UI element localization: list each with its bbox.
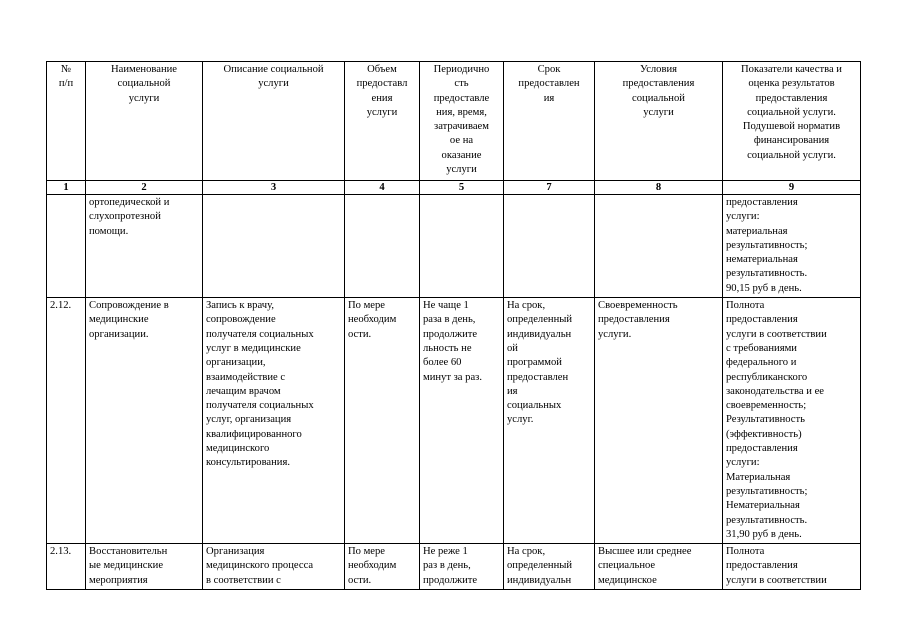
service-description: Организация медицинского процесса в соответствии с — [203, 544, 345, 590]
service-term — [504, 195, 595, 298]
column-number: 5 — [420, 181, 504, 195]
service-quality: предоставления услуги: материальная результативность; нематериальная результативность. 90,15 руб в день. — [723, 195, 861, 298]
service-description: Запись к врачу, сопровождение получателя социальных услуг в медицинские организации, взаимодействие с лечащим врачом получателя социальных услуг, организация квалифицированного медицинского консультирования. — [203, 298, 345, 544]
row-number: 2.13. — [47, 544, 86, 590]
service-quality: Полнота предоставления услуги в соответствии — [723, 544, 861, 590]
service-description — [203, 195, 345, 298]
row-number: 2.12. — [47, 298, 86, 544]
header-periodicity: Периодично сть предоставле ния, время, затрачиваем ое на оказание услуги — [420, 62, 504, 181]
column-number: 2 — [86, 181, 203, 195]
service-name: Восстановительн ые медицинские мероприятия — [86, 544, 203, 590]
service-name: ортопедической и слухопротезной помощи. — [86, 195, 203, 298]
column-number: 8 — [595, 181, 723, 195]
service-volume: По мере необходим ости. — [345, 544, 420, 590]
service-volume: По мере необходим ости. — [345, 298, 420, 544]
column-number: 7 — [504, 181, 595, 195]
header-term: Срок предоставлен ия — [504, 62, 595, 181]
header-volume: Объем предоставл ения услуги — [345, 62, 420, 181]
service-periodicity — [420, 195, 504, 298]
service-periodicity: Не чаще 1 раза в день, продолжите льность не более 60 минут за раз. — [420, 298, 504, 544]
header-description: Описание социальной услуги — [203, 62, 345, 181]
service-volume — [345, 195, 420, 298]
service-periodicity: Не реже 1 раз в день, продолжите — [420, 544, 504, 590]
column-number: 1 — [47, 181, 86, 195]
service-conditions: Высшее или среднее специальное медицинское — [595, 544, 723, 590]
row-number — [47, 195, 86, 298]
table-row — [47, 544, 861, 590]
column-number: 4 — [345, 181, 420, 195]
header-service-name: Наименование социальной услуги — [86, 62, 203, 181]
table-row — [47, 195, 861, 298]
social-services-table — [46, 61, 861, 590]
service-term: На срок, определенный индивидуальн — [504, 544, 595, 590]
column-number: 3 — [203, 181, 345, 195]
header-conditions: Условия предоставления социальной услуги — [595, 62, 723, 181]
header-row — [47, 62, 861, 181]
service-quality: Полнота предоставления услуги в соответствии с требованиями федерального и республиканского законодательства и ее своевременность; Результативность (эффективность) предоставления услуги: Материальная результативность; Нематериальная результативность. 31,90 руб в день. — [723, 298, 861, 544]
column-number: 9 — [723, 181, 861, 195]
table-row — [47, 298, 861, 544]
column-number-row — [47, 181, 861, 195]
header-quality: Показатели качества и оценка результатов предоставления социальной услуги. Подушевой норматив финансирования социальной услуги. — [723, 62, 861, 181]
service-conditions — [595, 195, 723, 298]
service-conditions: Своевременность предоставления услуги. — [595, 298, 723, 544]
service-term: На срок, определенный индивидуальн ой программой предоставлен ия социальных услуг. — [504, 298, 595, 544]
header-number: № п/п — [47, 62, 86, 181]
service-name: Сопровождение в медицинские организации. — [86, 298, 203, 544]
